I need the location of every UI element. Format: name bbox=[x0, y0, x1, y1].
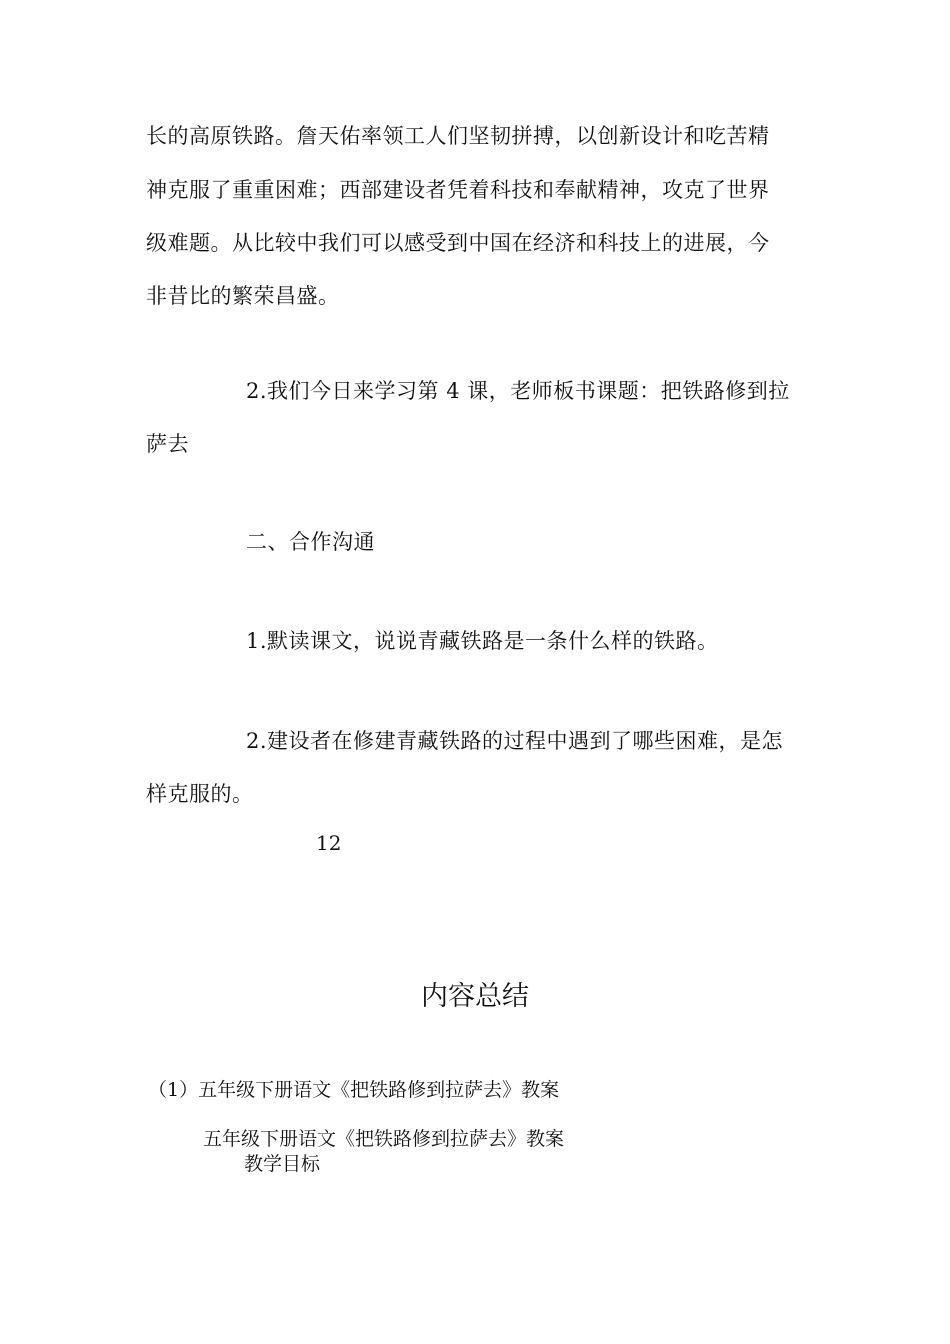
paragraph-line: 萨去 bbox=[146, 432, 189, 456]
summary-item: 五年级下册语文《把铁路修到拉萨去》教案 bbox=[203, 1128, 565, 1150]
summary-item: 教学目标 bbox=[244, 1153, 321, 1175]
paragraph-line: 2.建设者在修建青藏铁路的过程中遇到了哪些困难，是怎 bbox=[246, 729, 784, 753]
page-number: 12 bbox=[316, 831, 342, 855]
summary-item: （1）五年级下册语文《把铁路修到拉萨去》教案 bbox=[148, 1079, 560, 1101]
paragraph-line: 2.我们今日来学习第 4 课，老师板书课题：把铁路修到拉 bbox=[246, 379, 790, 403]
paragraph-line: 级难题。从比较中我们可以感受到中国在经济和科技上的进展，今 bbox=[146, 231, 770, 255]
paragraph-line: 1.默读课文，说说青藏铁路是一条什么样的铁路。 bbox=[246, 629, 719, 653]
summary-title: 内容总结 bbox=[421, 981, 529, 1012]
section-heading: 二、合作沟通 bbox=[246, 530, 375, 554]
paragraph-line: 非昔比的繁荣昌盛。 bbox=[146, 284, 340, 308]
paragraph-line: 样克服的。 bbox=[146, 782, 254, 806]
paragraph-line: 长的高原铁路。詹天佑率领工人们坚韧拼搏，以创新设计和吃苦精 bbox=[146, 124, 770, 148]
paragraph-line: 神克服了重重困难；西部建设者凭着科技和奉献精神，攻克了世界 bbox=[146, 178, 770, 202]
